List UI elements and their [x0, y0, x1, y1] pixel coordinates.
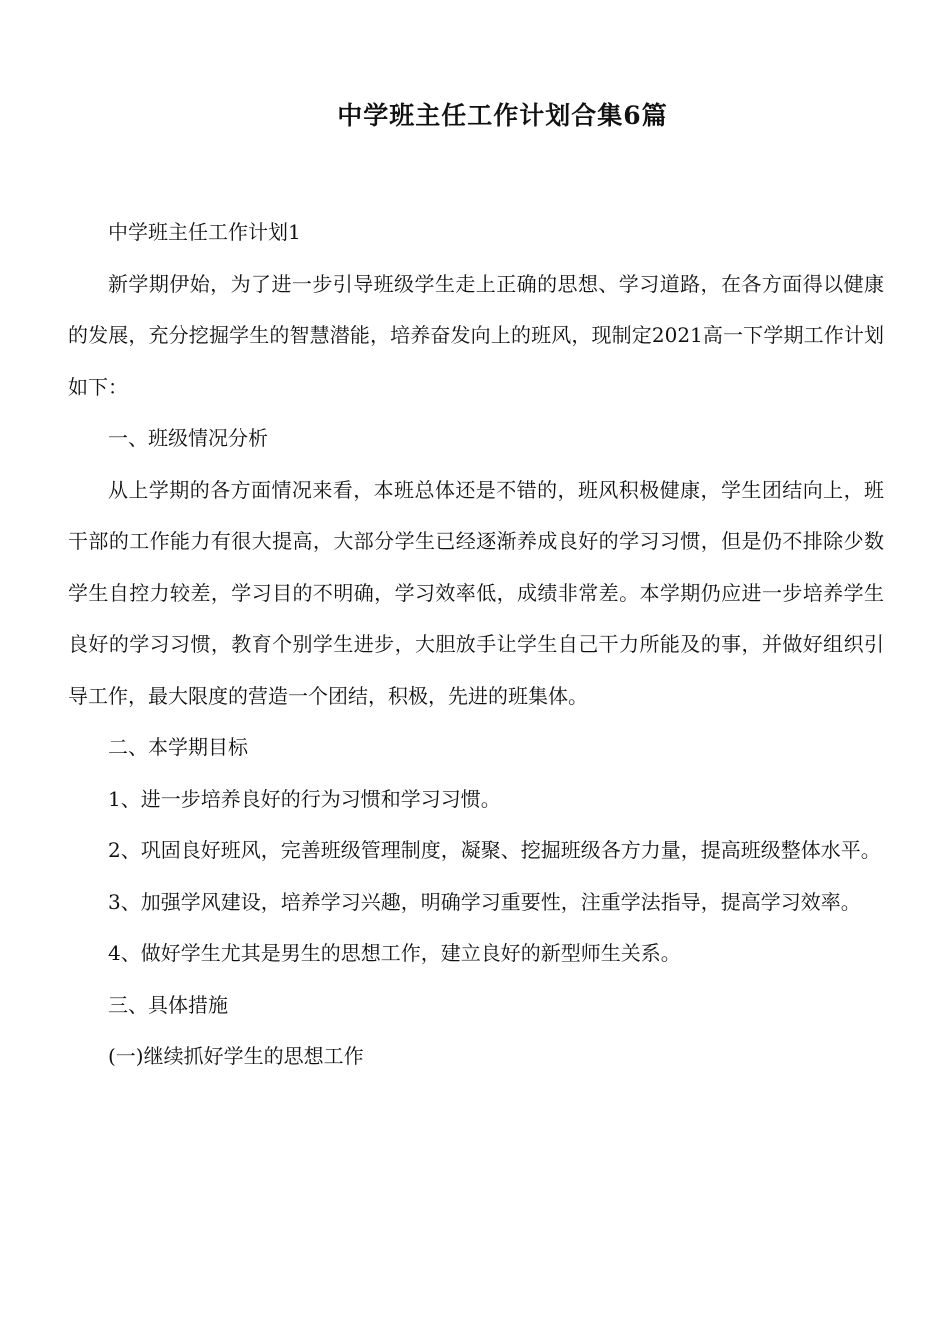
goal-item-1: 1、进一步培养良好的行为习惯和学习习惯。 — [108, 786, 501, 811]
goal-item-4: 4、做好学生尤其是男生的思想工作，建立良好的新型师生关系。 — [108, 941, 681, 965]
measure-subheading-1: (一)继续抓好学生的思想工作 — [108, 1044, 364, 1068]
paragraph-plan-heading: 中学班主任工作计划1 — [108, 220, 301, 244]
goal-item-2: 2、巩固良好班风，完善班级管理制度，凝聚、挖掘班级各方力量，提高班级整体水平。 — [108, 838, 881, 862]
paragraph-class-analysis: 从上学期的各方面情况来看，本班总体还是不错的，班风积极健康，学生团结向上，班干部的工作能力有很大提高，大部分学生已经逐渐养成良好的学习习惯，但是仍不排除少数学生自控力较差，学习目的不明确，学习效率低，成绩非常差。本学期仍应进一步培养学生良好的学习习惯，教育个别学生进步，大胆放手让学生自己干力所能及的事，并做好组织引导工作，最大限度的营造一个团结，积极，先进的班集体。 — [68, 477, 884, 708]
document-title: 中学班主任工作计划合集6篇 — [337, 101, 668, 130]
section-heading-goals: 二、本学期目标 — [108, 735, 248, 759]
section-heading-class-analysis: 一、班级情况分析 — [108, 426, 268, 450]
goal-item-3: 3、加强学风建设，培养学习兴趣，明确学习重要性，注重学法指导，提高学习效率。 — [108, 889, 861, 914]
paragraph-intro: 新学期伊始，为了进一步引导班级学生走上正确的思想、学习道路，在各方面得以健康的发展，充分挖掘学生的智慧潜能，培养奋发向上的班风，现制定2021高一下学期工作计划如下： — [68, 271, 884, 399]
document-body — [68, 207, 884, 1083]
section-heading-measures: 三、具体措施 — [108, 992, 228, 1017]
